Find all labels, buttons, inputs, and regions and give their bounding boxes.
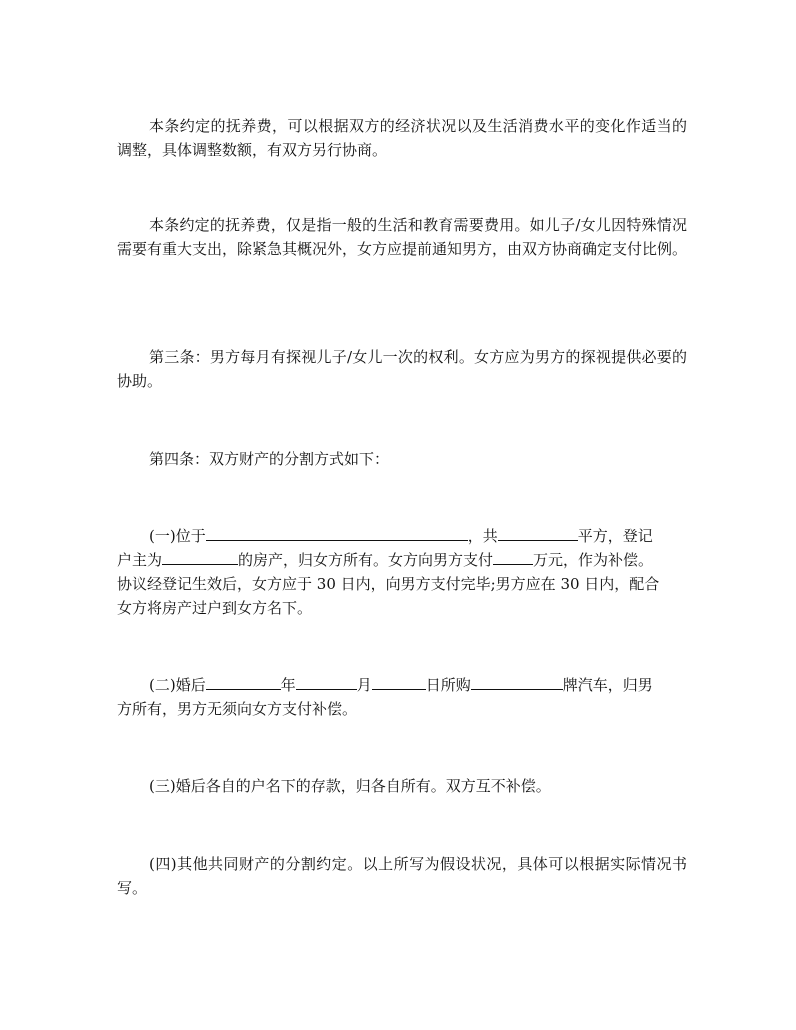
paragraph-child-support-scope: 本条约定的抚养费，仅是指一般的生活和教育需要费用。如儿子/女儿因特殊情况需要有重大支出，除紧急其概况外，女方应提前通知男方，由双方协商确定支付比例。 [117, 216, 688, 258]
car-line-1 [117, 673, 687, 697]
house-address-blank [206, 526, 468, 541]
car-day-blank [372, 675, 426, 690]
paragraph-property-house [117, 524, 687, 620]
house-line-1 [117, 524, 687, 548]
house-text-ownership: 的房产，归女方所有。女方向男方支付 [238, 551, 494, 569]
paragraph-child-support-adjustment: 本条约定的抚养费，可以根据双方的经济状况以及生活消费水平的变化作适当的调整，具体调整数额，有双方另行协商。 [117, 117, 687, 159]
paragraph-article-four-heading: 第四条：双方财产的分割方式如下： [149, 450, 390, 468]
car-year-blank [206, 675, 281, 690]
paragraph-property-car [117, 673, 687, 721]
house-line-4: 女方将房产过户到女方名下。 [117, 599, 313, 617]
house-text-located: (一)位于 [149, 527, 206, 545]
house-text-area-unit: 平方，登记 [577, 527, 653, 545]
house-text-total: ，共 [467, 527, 498, 545]
house-text-compensation: 万元，作为补偿。 [533, 551, 654, 569]
car-text-month: 月 [356, 676, 372, 694]
paragraph-property-other: (四)其他共同财产的分割约定。以上所写为假设状况，具体可以根据实际情况书写。 [117, 855, 687, 897]
car-line-2: 方所有，男方无须向女方支付补偿。 [117, 700, 358, 718]
house-line-2 [117, 548, 687, 572]
house-compensation-blank [493, 550, 533, 565]
house-line-3: 协议经登记生效后，女方应于 30 日内，向男方支付完毕;男方应在 30 日内，配合 [117, 575, 660, 593]
paragraph-property-deposits: (三)婚后各自的户名下的存款，归各自所有。双方互不补偿。 [149, 777, 551, 795]
house-owner-blank [162, 550, 238, 565]
car-text-year: 年 [280, 676, 296, 694]
car-text-after-marriage: (二)婚后 [149, 676, 206, 694]
paragraph-article-three-visitation: 第三条：男方每月有探视儿子/女儿一次的权利。女方应为男方的探视提供必要的协助。 [117, 348, 687, 390]
car-text-brand: 牌汽车，归男 [562, 676, 653, 694]
house-area-blank [498, 526, 578, 541]
car-month-blank [296, 675, 357, 690]
car-text-purchased: 日所购 [425, 676, 471, 694]
car-brand-blank [471, 675, 563, 690]
house-text-owner: 户主为 [117, 551, 163, 569]
